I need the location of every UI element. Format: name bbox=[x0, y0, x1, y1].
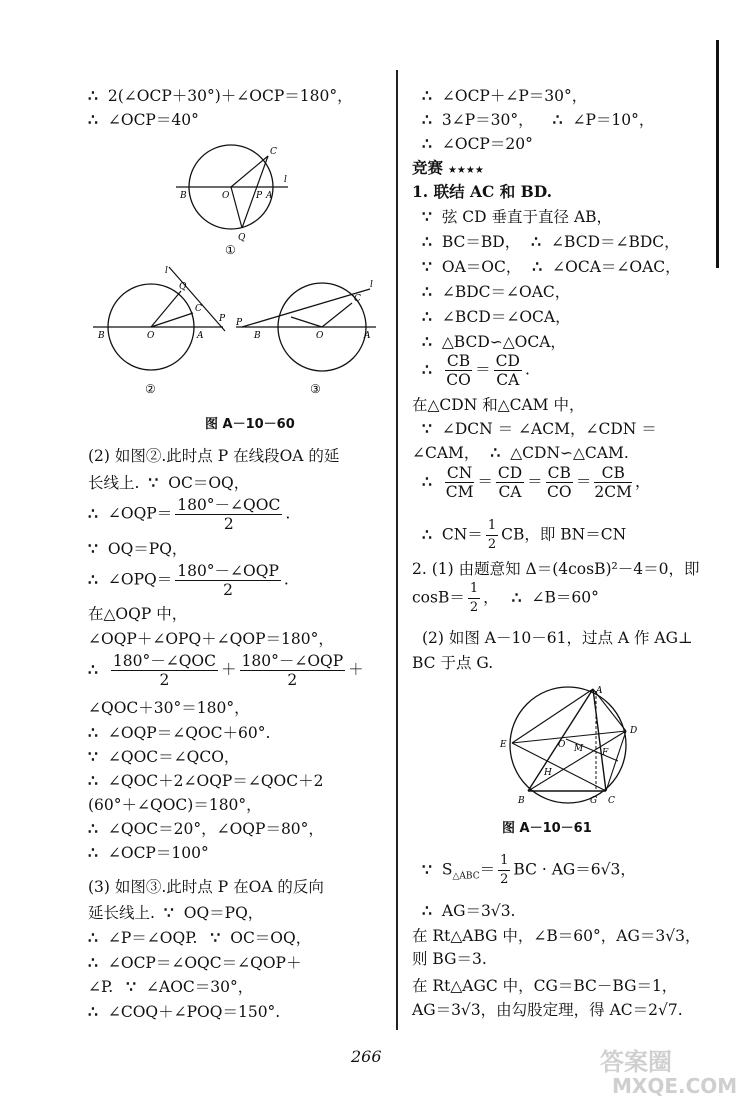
figure-3-circle-diagram bbox=[236, 265, 386, 395]
figure-2-circle-diagram bbox=[93, 265, 243, 395]
svg-text:B: B bbox=[180, 191, 187, 201]
fraction-line: ∴ ∠OPQ＝ $\frac{\text{180°－∠OQP}}{2}$ . bbox=[88, 562, 289, 599]
text-line: ∴ ∠OCP＝100° bbox=[88, 843, 209, 862]
text-line: 则 BG＝3. bbox=[412, 950, 487, 968]
svg-text:F: F bbox=[602, 748, 609, 758]
text-line: ∴ △BCD∽△OCA， bbox=[422, 332, 566, 351]
text-line: ∵ OA＝OC， ∴ ∠OCA＝∠OAC， bbox=[422, 257, 681, 276]
svg-text:B: B bbox=[254, 331, 261, 341]
svg-text:C: C bbox=[608, 796, 615, 806]
fraction-line: ∴ $\frac{\text{180°－∠QOC}}{2}$ ＋ $\frac{\text{180°－∠OQP}}{2}$ ＋ bbox=[88, 652, 364, 689]
text-line: 在△OQP 中， bbox=[88, 605, 188, 623]
text-line: ∴ ∠OQP＝∠QOC＋60°. bbox=[88, 723, 271, 742]
text-line: ∴ ∠QOC＝20°，∠OQP＝80°， bbox=[88, 819, 324, 838]
svg-text:C: C bbox=[270, 147, 277, 157]
text-line: ∴ 2(∠OCP＋30°)＋∠OCP＝180°， bbox=[88, 86, 353, 105]
svg-text:M: M bbox=[574, 744, 584, 754]
text-line: 延长线上. ∵ OQ＝PQ， bbox=[88, 903, 264, 922]
text-line: ∴ ∠BDC＝∠OAC， bbox=[422, 282, 571, 301]
svg-text:C: C bbox=[354, 294, 361, 304]
svg-text:H: H bbox=[544, 768, 552, 778]
text-line: BC 于点 G. bbox=[412, 654, 494, 672]
svg-text:A: A bbox=[364, 331, 371, 341]
text-line: ∴ ∠OCP＝20° bbox=[422, 134, 533, 153]
watermark-logo: 答案圈 bbox=[600, 1048, 672, 1076]
svg-text:A: A bbox=[197, 331, 204, 341]
figure-1-circle-diagram bbox=[176, 142, 306, 257]
text-line: ∴ ∠OCP＝40° bbox=[88, 110, 199, 129]
text-line: ∴ ∠OCP＋∠P＝30°， bbox=[422, 86, 588, 105]
text-line: (2) 如图②.此时点 P 在线段OA 的延 bbox=[88, 447, 340, 465]
svg-text:C: C bbox=[195, 304, 202, 314]
text-line: 在 Rt△ABG 中，∠B＝60°，AG＝3√3， bbox=[412, 927, 701, 945]
text-line: (2) 如图 A－10－61，过点 A 作 AG⊥ bbox=[422, 629, 693, 647]
text-line: ∠OQP＋∠OPQ＋∠QOP＝180°， bbox=[88, 630, 334, 648]
svg-text:A: A bbox=[596, 686, 603, 696]
text-line: ∠CAM， ∴ △CDN∽△CAM. bbox=[412, 443, 629, 462]
fraction-line: cosB＝ $\frac{1}{2}$ ， ∴ ∠B＝60° bbox=[412, 581, 599, 615]
svg-text:B: B bbox=[98, 331, 105, 341]
svg-text:D: D bbox=[630, 726, 638, 736]
text-line: 在 Rt△AGC 中，CG＝BC－BG＝1， bbox=[412, 977, 678, 995]
question-2: 2. (1) 由题意知 Δ＝(4cosB)²－4＝0，即 bbox=[412, 560, 700, 578]
figure-3-label: ③ bbox=[310, 382, 321, 395]
text-line: ∠QOC＋30°＝180°， bbox=[88, 699, 250, 717]
text-line: ∴ 3∠P＝30°， ∴ ∠P＝10°， bbox=[422, 110, 655, 129]
svg-text:l: l bbox=[284, 175, 287, 185]
text-line: AG＝3√3，由勾股定理，得 AC＝2√7. bbox=[412, 1001, 683, 1019]
text-line: ∴ ∠BCD＝∠OCA， bbox=[422, 307, 571, 326]
fraction-line: ∴ ∠OQP＝ $\frac{\text{180°－∠QOC}}{2}$ . bbox=[88, 496, 291, 533]
svg-text:G: G bbox=[590, 796, 598, 806]
svg-text:A: A bbox=[266, 191, 273, 201]
text-line: (60°＋∠QOC)＝180°， bbox=[88, 796, 262, 814]
margin-bar bbox=[716, 40, 719, 268]
fraction-line: ∴ CN＝ $\frac{1}{2}$ CB，即 BN＝CN bbox=[422, 518, 627, 552]
text-line: (3) 如图③.此时点 P 在OA 的反向 bbox=[88, 878, 324, 896]
fraction-line: ∵ $S_{\triangle ABC}=$ $\frac{1}{2}$ BC · AG＝6√3， bbox=[422, 853, 636, 887]
svg-text:O: O bbox=[316, 331, 324, 341]
svg-text:O: O bbox=[558, 740, 566, 750]
text-line: ∵ ∠DCN ＝ ∠ACM，∠CDN ＝ bbox=[422, 419, 657, 438]
svg-text:Q: Q bbox=[179, 282, 187, 292]
figure-caption: 图 A－10－61 bbox=[502, 821, 592, 836]
svg-text:Q: Q bbox=[238, 233, 246, 243]
svg-text:O: O bbox=[222, 191, 230, 201]
text-line: ∵ OQ＝PQ， bbox=[88, 539, 188, 558]
text-line: 在△CDN 和△CAM 中， bbox=[412, 396, 585, 414]
text-line: ∠P. ∵ ∠AOC＝30°， bbox=[88, 977, 254, 996]
fraction-line: ∴ $\frac{CB}{CO}$ ＝ $\frac{CD}{CA}$ . bbox=[422, 352, 530, 389]
figure-61-circle-diagram bbox=[478, 683, 648, 813]
section-heading: 竞赛 ★★★★ bbox=[412, 158, 484, 177]
svg-text:P: P bbox=[219, 314, 226, 324]
figure-1-label: ① bbox=[225, 243, 236, 257]
fraction-line: ∴ $\frac{CN}{CM}$ ＝ $\frac{CD}{CA}$ ＝ $\frac{CB}{CO}$ ＝ $\frac{CB}{2CM}$ ， bbox=[422, 464, 651, 501]
svg-text:B: B bbox=[518, 796, 525, 806]
watermark-url: MXQE.COM bbox=[612, 1074, 738, 1098]
svg-text:P: P bbox=[256, 191, 263, 201]
text-line: 长线上. ∵ OC＝OQ， bbox=[88, 473, 250, 492]
text-line: ∴ ∠P＝∠OQP. ∵ OC＝OQ， bbox=[88, 928, 312, 947]
text-line: ∵ ∠QOC＝∠QCO， bbox=[88, 747, 240, 766]
text-line: ∴ AG＝3√3. bbox=[422, 901, 516, 920]
text-line: ∴ ∠QOC＋2∠OQP＝∠QOC＋2 bbox=[88, 771, 324, 790]
svg-text:l: l bbox=[370, 280, 373, 290]
figure-caption: 图 A－10－60 bbox=[205, 417, 295, 432]
question-1: 1. 联结 AC 和 BD. bbox=[412, 182, 553, 201]
svg-text:E: E bbox=[500, 740, 507, 750]
column-divider bbox=[396, 70, 398, 1030]
text-line: ∴ ∠COQ＋∠POQ＝150°. bbox=[88, 1002, 281, 1021]
svg-text:l: l bbox=[165, 266, 168, 276]
page-number: 266 bbox=[351, 1047, 382, 1066]
text-line: ∵ 弦 CD 垂直于直径 AB， bbox=[422, 207, 613, 226]
text-line: ∴ BC＝BD， ∴ ∠BCD＝∠BDC， bbox=[422, 232, 680, 251]
svg-text:P: P bbox=[236, 318, 243, 328]
figure-2-label: ② bbox=[145, 382, 156, 395]
svg-text:O: O bbox=[147, 331, 155, 341]
text-line: ∴ ∠OCP＝∠OQC＝∠QOP＋ bbox=[88, 953, 302, 972]
